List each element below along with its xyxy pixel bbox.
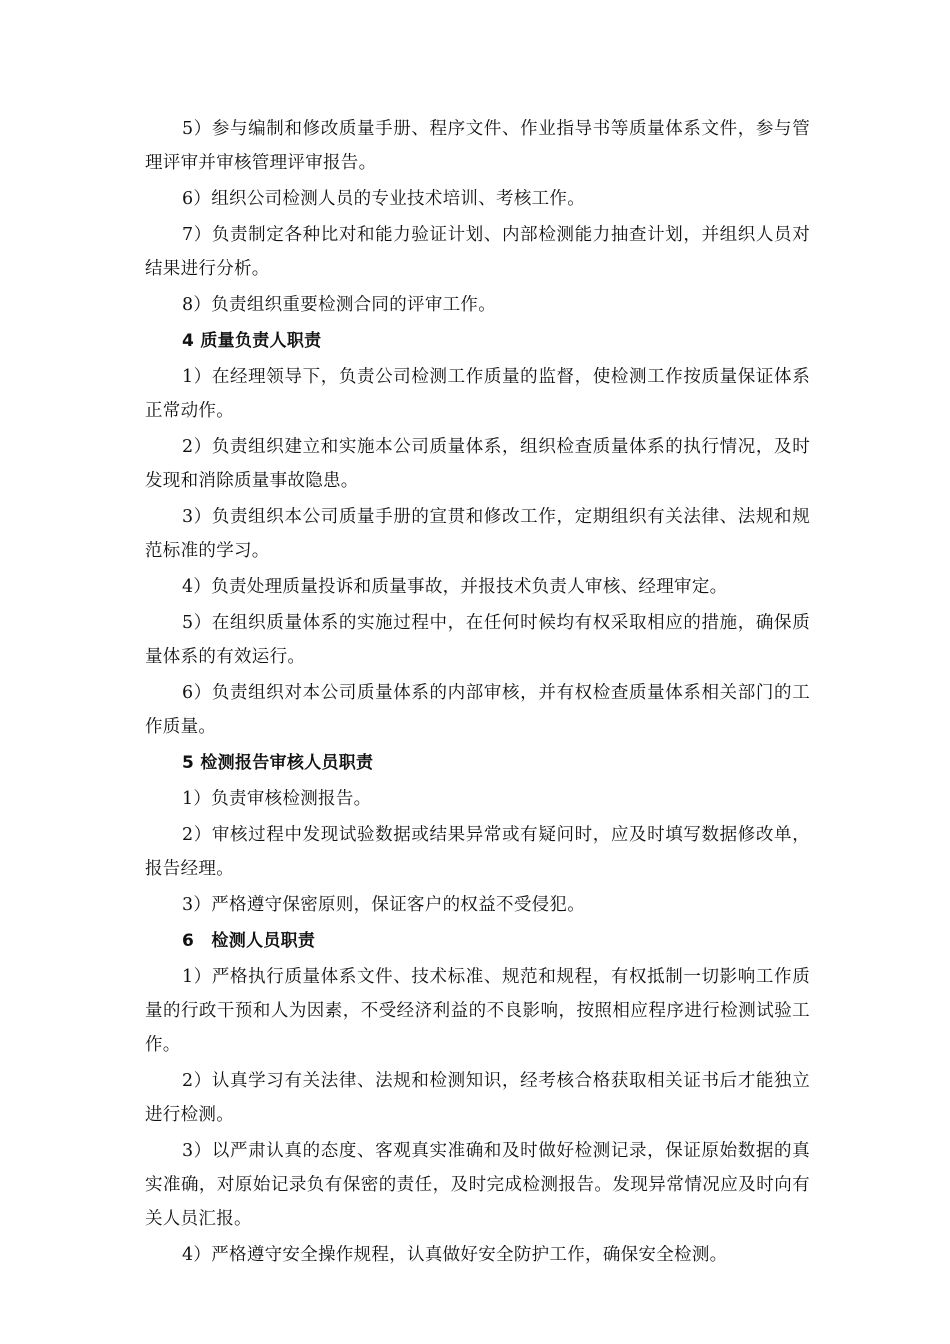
paragraph-item: 2）负责组织建立和实施本公司质量体系，组织检查质量体系的执行情况，及时发现和消除质量事故隐患。: [145, 437, 810, 491]
paragraph-item: 3）负责组织本公司质量手册的宣贯和修改工作，定期组织有关法律、法规和规范标准的学习。: [145, 507, 810, 561]
paragraph-item: 4）严格遵守安全操作规程，认真做好安全防护工作，确保安全检测。: [182, 1245, 728, 1265]
paragraph-item: 1）负责审核检测报告。: [182, 789, 372, 809]
paragraph-item: 1）在经理领导下，负责公司检测工作质量的监督，使检测工作按质量保证体系正常动作。: [145, 367, 810, 421]
paragraph-item: 2）审核过程中发现试验数据或结果异常或有疑问时，应及时填写数据修改单，报告经理。: [145, 825, 810, 879]
paragraph-item: 7）负责制定各种比对和能力验证计划、内部检测能力抽查计划，并组织人员对结果进行分析。: [145, 225, 810, 279]
paragraph-item: 3）严格遵守保密原则，保证客户的权益不受侵犯。: [182, 895, 586, 915]
paragraph-item: 5）参与编制和修改质量手册、程序文件、作业指导书等质量体系文件，参与管理评审并审核管理评审报告。: [145, 119, 810, 173]
paragraph-item: 6）负责组织对本公司质量体系的内部审核，并有权检查质量体系相关部门的工作质量。: [145, 683, 810, 737]
document-page: [145, 112, 810, 1274]
section-heading: 5 检测报告审核人员职责: [182, 753, 374, 773]
paragraph-item: 1）严格执行质量体系文件、技术标准、规范和规程，有权抵制一切影响工作质量的行政干预和人为因素，不受经济利益的不良影响，按照相应程序进行检测试验工作。: [145, 967, 810, 1055]
paragraph-item: 6）组织公司检测人员的专业技术培训、考核工作。: [182, 189, 586, 209]
section-heading: 6 检测人员职责: [182, 931, 316, 951]
paragraph-item: 2）认真学习有关法律、法规和检测知识，经考核合格获取相关证书后才能独立进行检测。: [145, 1071, 810, 1125]
paragraph-item: 8）负责组织重要检测合同的评审工作。: [182, 295, 497, 315]
paragraph-item: 4）负责处理质量投诉和质量事故，并报技术负责人审核、经理审定。: [182, 577, 728, 597]
paragraph-item: 3）以严肃认真的态度、客观真实准确和及时做好检测记录，保证原始数据的真实准确，对原始记录负有保密的责任，及时完成检测报告。发现异常情况应及时向有关人员汇报。: [145, 1141, 810, 1229]
section-heading: 4 质量负责人职责: [182, 331, 322, 351]
paragraph-item: 5）在组织质量体系的实施过程中，在任何时候均有权采取相应的措施，确保质量体系的有效运行。: [145, 613, 810, 667]
